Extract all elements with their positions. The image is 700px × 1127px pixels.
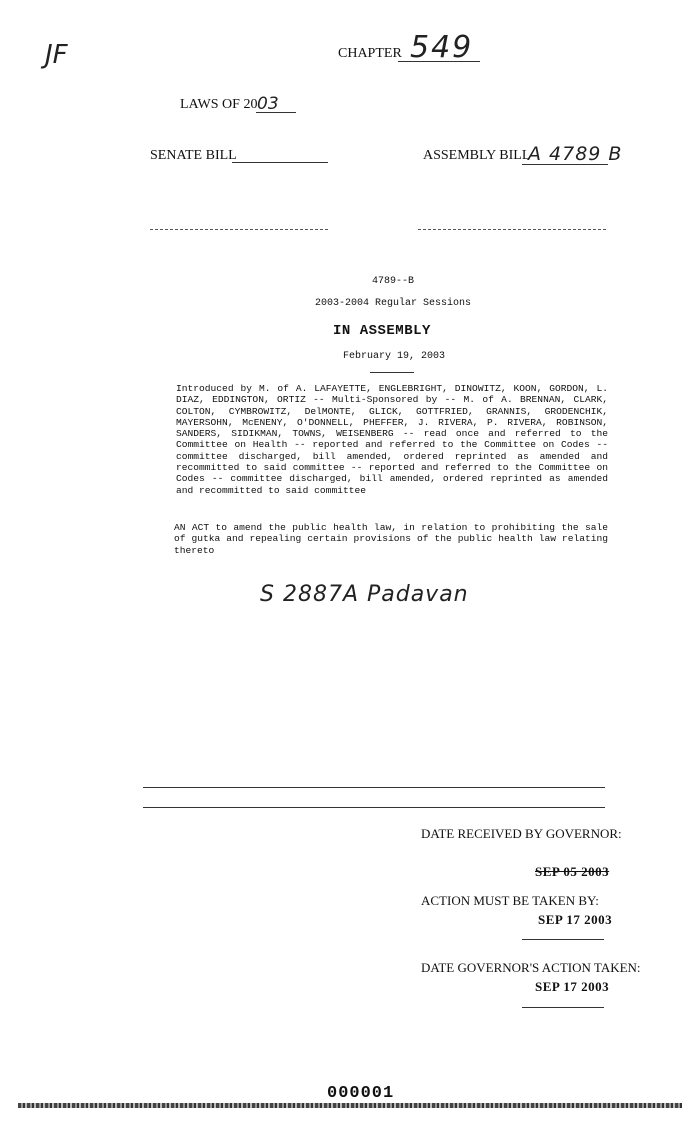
- horizontal-rule: [143, 787, 605, 788]
- bill-session: 2003-2004 Regular Sessions: [315, 298, 472, 309]
- action-taken-stamp: SEP 17 2003: [535, 979, 610, 994]
- introduced-paragraph: Introduced by M. of A. LAFAYETTE, ENGLEBRIGHT, DINOWITZ, KOON, GORDON, L. DIAZ, EDDINGTON, ORTIZ -- Multi-Sponsored by -- M. of A. BRENNAN, CLARK, COLTON, CYMBROWITZ, DelMONTE, GLICK, GOTTFRIED, GRANNIS, GRODENCHIK, MAYERSOHN, McENENY, O'DONNELL, PHEFFER, J. RIVERA, P. RIVERA, ROBINSON, SANDERS, SIDIKMAN, TOWNS, WEISENBERG -- read once and referred to the Committee on Health -- reported and referred to the Committee on Codes -- committee discharged, bill amended, ordered reprinted as amended and recommitted to said committee -- reported and referred to the Committee on Codes -- committee discharged, bill amended, ordered reprinted as amended and recommitted to said committee: [176, 383, 608, 496]
- separator-left: [150, 229, 328, 230]
- senate-bill-label: SENATE BILL: [150, 148, 237, 163]
- senate-bill-line: [232, 162, 328, 163]
- date-received-stamp: SEP 05 2003: [535, 864, 610, 879]
- handwritten-initials: JF: [45, 40, 68, 70]
- separator-right: [418, 229, 606, 230]
- action-deadline-stamp: SEP 17 2003: [538, 912, 613, 927]
- scan-edge-band: [18, 1103, 682, 1108]
- laws-year: 03: [257, 94, 279, 114]
- action-deadline-line: [522, 939, 604, 940]
- bill-date-rule: [370, 372, 414, 373]
- action-taken-line: [522, 1007, 604, 1008]
- laws-label: LAWS OF 20: [180, 97, 258, 112]
- senate-reference: S 2887A Padavan: [260, 582, 469, 607]
- bill-house: IN ASSEMBLY: [333, 323, 431, 339]
- chapter-label: CHAPTER: [338, 46, 402, 61]
- assembly-bill-number: A 4789 B: [528, 143, 623, 165]
- act-paragraph: AN ACT to amend the public health law, in relation to prohibiting the sale of gutka and repealing certain provisions of the public health law relating thereto: [174, 522, 608, 556]
- assembly-bill-label: ASSEMBLY BILL: [423, 148, 531, 163]
- bill-date: February 19, 2003: [343, 351, 446, 362]
- date-received-label: DATE RECEIVED BY GOVERNOR:: [421, 826, 622, 841]
- action-deadline-label: ACTION MUST BE TAKEN BY:: [421, 893, 599, 908]
- bill-number: 4789--B: [372, 276, 415, 287]
- page-number: 000001: [327, 1084, 395, 1103]
- chapter-number: 549: [410, 30, 474, 65]
- action-taken-label: DATE GOVERNOR'S ACTION TAKEN:: [421, 960, 641, 975]
- horizontal-rule: [143, 807, 605, 808]
